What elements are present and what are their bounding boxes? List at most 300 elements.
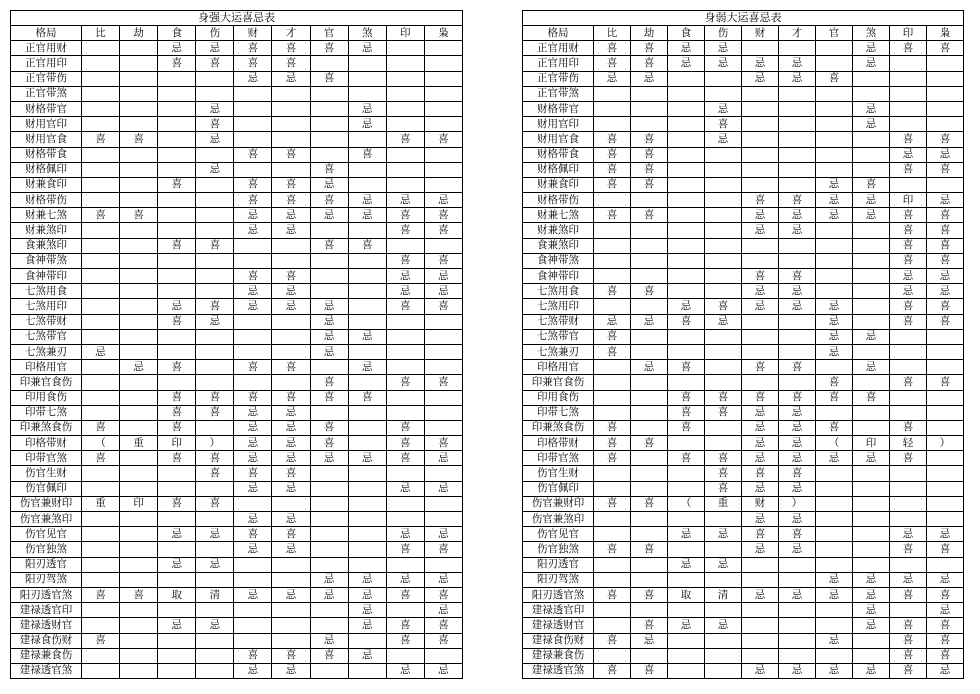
weak-value-cell	[927, 512, 964, 527]
weak-value-cell	[853, 648, 890, 663]
strong-value-cell: 喜	[234, 147, 272, 162]
weak-table-row	[523, 360, 964, 375]
weak-value-cell: 喜	[927, 132, 964, 147]
weak-value-cell	[927, 481, 964, 496]
weak-value-cell	[779, 375, 816, 390]
strong-value-cell	[310, 542, 348, 557]
strong-value-cell	[424, 360, 462, 375]
strong-value-cell	[120, 117, 158, 132]
strong-value-cell: 喜	[82, 633, 120, 648]
strong-pattern-cell: 七煞用印	[11, 299, 82, 314]
strong-value-cell	[82, 41, 120, 56]
weak-value-cell: 忌	[890, 269, 927, 284]
weak-value-cell	[594, 101, 631, 116]
strong-value-cell	[120, 420, 158, 435]
weak-value-cell: 喜	[816, 375, 853, 390]
weak-value-cell	[631, 375, 668, 390]
strong-value-cell: 喜	[386, 253, 424, 268]
weak-value-cell	[816, 238, 853, 253]
weak-value-cell: 喜	[927, 618, 964, 633]
strong-value-cell	[386, 41, 424, 56]
strong-pattern-cell: 财格带官	[11, 101, 82, 116]
weak-value-cell	[927, 451, 964, 466]
weak-value-cell: 忌	[890, 284, 927, 299]
weak-value-cell	[927, 496, 964, 511]
weak-luck-table	[522, 10, 964, 679]
strong-value-cell: 喜	[424, 587, 462, 602]
strong-value-cell	[348, 420, 386, 435]
strong-value-cell	[158, 284, 196, 299]
strong-value-cell	[272, 253, 310, 268]
weak-value-cell: 喜	[594, 208, 631, 223]
strong-value-cell: 忌	[272, 71, 310, 86]
weak-value-cell: 忌	[742, 56, 779, 71]
strong-table-body	[11, 41, 463, 679]
strong-value-cell: 忌	[348, 648, 386, 663]
weak-pattern-cell: 伤官独煞	[523, 542, 594, 557]
strong-table-row	[11, 299, 463, 314]
weak-value-cell: 喜	[631, 132, 668, 147]
weak-value-cell	[779, 344, 816, 359]
strong-value-cell: 喜	[196, 56, 234, 71]
weak-value-cell: 忌	[853, 101, 890, 116]
weak-value-cell: 忌	[816, 314, 853, 329]
weak-value-cell: 忌	[631, 360, 668, 375]
strong-value-cell: 喜	[386, 618, 424, 633]
weak-value-cell	[853, 557, 890, 572]
weak-value-cell	[816, 41, 853, 56]
strong-value-cell	[82, 284, 120, 299]
weak-value-cell	[779, 41, 816, 56]
strong-value-cell	[424, 41, 462, 56]
weak-value-cell	[816, 557, 853, 572]
weak-value-cell: 喜	[779, 466, 816, 481]
strong-value-cell	[310, 147, 348, 162]
strong-value-cell	[120, 542, 158, 557]
strong-value-cell: 忌	[234, 284, 272, 299]
strong-value-cell: 忌	[424, 572, 462, 587]
strong-value-cell: 喜	[272, 193, 310, 208]
weak-value-cell: 忌	[816, 663, 853, 678]
weak-value-cell: 印	[853, 436, 890, 451]
weak-value-cell: 忌	[853, 56, 890, 71]
strong-value-cell	[82, 481, 120, 496]
strong-value-cell	[120, 633, 158, 648]
strong-value-cell	[272, 86, 310, 101]
strong-value-cell	[82, 223, 120, 238]
strong-value-cell: 喜	[82, 451, 120, 466]
weak-value-cell: 忌	[742, 451, 779, 466]
weak-column-header: 格局	[523, 26, 594, 41]
weak-table-body	[523, 41, 964, 679]
strong-table-row	[11, 375, 463, 390]
weak-table-title: 身弱大运喜忌表	[522, 10, 964, 25]
strong-value-cell: 忌	[310, 299, 348, 314]
weak-value-cell	[742, 238, 779, 253]
strong-column-header: 食	[158, 26, 196, 41]
weak-pattern-cell: 印兼官食伤	[523, 375, 594, 390]
weak-value-cell	[668, 375, 705, 390]
weak-pattern-cell: 财兼食印	[523, 177, 594, 192]
weak-table-row	[523, 512, 964, 527]
weak-value-cell: 忌	[927, 603, 964, 618]
weak-value-cell: 喜	[927, 41, 964, 56]
strong-value-cell	[348, 269, 386, 284]
strong-value-cell	[386, 177, 424, 192]
weak-value-cell	[631, 344, 668, 359]
strong-table-row	[11, 269, 463, 284]
strong-value-cell	[272, 633, 310, 648]
weak-value-cell	[890, 390, 927, 405]
strong-value-cell: 喜	[386, 223, 424, 238]
weak-value-cell: 喜	[705, 390, 742, 405]
weak-value-cell	[890, 344, 927, 359]
weak-value-cell	[742, 618, 779, 633]
weak-value-cell	[890, 86, 927, 101]
strong-value-cell	[386, 147, 424, 162]
weak-value-cell	[742, 603, 779, 618]
strong-value-cell	[272, 238, 310, 253]
weak-value-cell: 喜	[594, 663, 631, 678]
weak-value-cell: 忌	[779, 299, 816, 314]
strong-table-row	[11, 177, 463, 192]
strong-value-cell	[310, 496, 348, 511]
strong-value-cell	[120, 269, 158, 284]
weak-value-cell	[816, 269, 853, 284]
strong-value-cell	[234, 253, 272, 268]
strong-value-cell	[272, 314, 310, 329]
weak-value-cell: 忌	[779, 663, 816, 678]
strong-value-cell	[120, 86, 158, 101]
weak-pattern-cell: 财兼煞印	[523, 223, 594, 238]
weak-value-cell: 喜	[742, 360, 779, 375]
strong-value-cell	[120, 572, 158, 587]
weak-pattern-cell: 食神带煞	[523, 253, 594, 268]
weak-value-cell: 喜	[594, 496, 631, 511]
strong-value-cell: 忌	[272, 223, 310, 238]
strong-value-cell: 喜	[196, 405, 234, 420]
weak-value-cell	[816, 405, 853, 420]
strong-value-cell	[386, 238, 424, 253]
weak-value-cell: 喜	[890, 132, 927, 147]
strong-value-cell	[82, 177, 120, 192]
weak-value-cell	[927, 390, 964, 405]
weak-value-cell: 喜	[927, 238, 964, 253]
weak-value-cell	[631, 527, 668, 542]
weak-value-cell	[668, 603, 705, 618]
weak-value-cell: 喜	[927, 314, 964, 329]
strong-value-cell: 忌	[272, 299, 310, 314]
weak-value-cell	[853, 420, 890, 435]
weak-value-cell: 忌	[668, 618, 705, 633]
weak-value-cell	[705, 71, 742, 86]
strong-value-cell	[158, 193, 196, 208]
strong-value-cell	[158, 633, 196, 648]
weak-value-cell: 忌	[594, 71, 631, 86]
strong-value-cell	[386, 390, 424, 405]
weak-value-cell: 喜	[705, 466, 742, 481]
strong-value-cell: 喜	[386, 542, 424, 557]
strong-value-cell: 忌	[158, 41, 196, 56]
strong-value-cell	[272, 329, 310, 344]
weak-value-cell: 忌	[705, 314, 742, 329]
strong-value-cell	[196, 420, 234, 435]
strong-value-cell	[196, 603, 234, 618]
strong-value-cell	[386, 117, 424, 132]
strong-value-cell: 忌	[348, 572, 386, 587]
strong-value-cell	[424, 648, 462, 663]
strong-table-row	[11, 360, 463, 375]
weak-value-cell	[853, 542, 890, 557]
weak-value-cell	[853, 466, 890, 481]
weak-pattern-cell: 财格佩印	[523, 162, 594, 177]
strong-value-cell: 忌	[386, 527, 424, 542]
strong-value-cell	[158, 512, 196, 527]
weak-value-cell	[705, 193, 742, 208]
weak-pattern-cell: 伤官生财	[523, 466, 594, 481]
strong-value-cell: 喜	[234, 56, 272, 71]
strong-value-cell: 喜	[196, 238, 234, 253]
strong-table-row	[11, 587, 463, 602]
strong-value-cell	[120, 618, 158, 633]
weak-value-cell: 忌	[742, 542, 779, 557]
weak-value-cell	[705, 208, 742, 223]
weak-pattern-cell: 七煞用食	[523, 284, 594, 299]
weak-table-row	[523, 223, 964, 238]
strong-value-cell	[386, 86, 424, 101]
strong-pattern-cell: 七煞带财	[11, 314, 82, 329]
weak-value-cell: （	[668, 496, 705, 511]
weak-value-cell: 忌	[779, 284, 816, 299]
weak-value-cell	[742, 162, 779, 177]
weak-value-cell: 忌	[705, 41, 742, 56]
strong-value-cell	[196, 344, 234, 359]
weak-value-cell	[668, 269, 705, 284]
weak-value-cell	[853, 314, 890, 329]
weak-value-cell: 忌	[816, 344, 853, 359]
weak-value-cell: 喜	[853, 390, 890, 405]
weak-value-cell: 喜	[668, 390, 705, 405]
weak-value-cell	[927, 420, 964, 435]
weak-value-cell: 忌	[668, 557, 705, 572]
weak-column-header: 印	[890, 26, 927, 41]
strong-value-cell: 喜	[386, 633, 424, 648]
strong-value-cell	[234, 496, 272, 511]
weak-value-cell: 喜	[816, 420, 853, 435]
strong-value-cell	[120, 405, 158, 420]
strong-value-cell	[386, 344, 424, 359]
strong-value-cell: 喜	[158, 451, 196, 466]
strong-value-cell: 喜	[348, 147, 386, 162]
weak-value-cell: 忌	[742, 481, 779, 496]
strong-pattern-cell: 财格带食	[11, 147, 82, 162]
strong-value-cell	[158, 481, 196, 496]
weak-value-cell	[816, 618, 853, 633]
weak-pattern-cell: 建禄透财官	[523, 618, 594, 633]
strong-value-cell	[310, 101, 348, 116]
strong-value-cell	[158, 101, 196, 116]
weak-value-cell: 忌	[779, 208, 816, 223]
weak-value-cell	[631, 420, 668, 435]
weak-value-cell	[742, 41, 779, 56]
strong-value-cell	[310, 512, 348, 527]
weak-value-cell	[631, 238, 668, 253]
strong-table-row	[11, 512, 463, 527]
strong-value-cell	[234, 329, 272, 344]
weak-table-row	[523, 542, 964, 557]
strong-value-cell: 取	[158, 587, 196, 602]
strong-value-cell	[272, 603, 310, 618]
weak-value-cell: 忌	[742, 420, 779, 435]
strong-value-cell	[120, 390, 158, 405]
weak-value-cell: 喜	[594, 41, 631, 56]
weak-value-cell: 忌	[631, 314, 668, 329]
weak-value-cell: 忌	[668, 527, 705, 542]
strong-value-cell: 喜	[82, 132, 120, 147]
strong-table-row	[11, 117, 463, 132]
strong-value-cell	[158, 132, 196, 147]
weak-value-cell: 忌	[853, 587, 890, 602]
weak-value-cell	[816, 253, 853, 268]
strong-value-cell: 喜	[196, 299, 234, 314]
strong-value-cell: 忌	[158, 557, 196, 572]
strong-value-cell	[82, 542, 120, 557]
strong-value-cell	[82, 405, 120, 420]
weak-value-cell: 忌	[890, 527, 927, 542]
weak-pattern-cell: 建禄食伤财	[523, 633, 594, 648]
weak-value-cell: 喜	[742, 466, 779, 481]
weak-pattern-cell: 财格带伤	[523, 193, 594, 208]
weak-value-cell: 喜	[705, 405, 742, 420]
weak-value-cell	[668, 663, 705, 678]
strong-pattern-cell: 财兼七煞	[11, 208, 82, 223]
strong-value-cell: 喜	[158, 390, 196, 405]
weak-value-cell	[742, 314, 779, 329]
strong-value-cell	[310, 663, 348, 678]
weak-value-cell	[779, 177, 816, 192]
strong-pattern-cell: 财格带伤	[11, 193, 82, 208]
strong-value-cell: 忌	[348, 41, 386, 56]
weak-value-cell	[816, 512, 853, 527]
weak-value-cell: 喜	[668, 360, 705, 375]
weak-pattern-cell: 正官带煞	[523, 86, 594, 101]
weak-value-cell	[668, 329, 705, 344]
strong-value-cell	[310, 86, 348, 101]
strong-value-cell	[120, 603, 158, 618]
weak-value-cell	[705, 603, 742, 618]
weak-value-cell	[853, 512, 890, 527]
strong-table-row	[11, 557, 463, 572]
strong-value-cell: 喜	[386, 587, 424, 602]
weak-value-cell: 忌	[779, 587, 816, 602]
weak-value-cell: 忌	[779, 223, 816, 238]
strong-value-cell: 喜	[310, 436, 348, 451]
strong-value-cell	[234, 375, 272, 390]
strong-value-cell: 喜	[424, 208, 462, 223]
weak-value-cell	[594, 269, 631, 284]
strong-value-cell: 忌	[120, 360, 158, 375]
weak-table-row	[523, 572, 964, 587]
weak-value-cell	[853, 405, 890, 420]
weak-value-cell	[853, 238, 890, 253]
strong-value-cell	[310, 618, 348, 633]
strong-value-cell: 忌	[272, 284, 310, 299]
weak-pattern-cell: 印带官煞	[523, 451, 594, 466]
strong-value-cell	[82, 360, 120, 375]
strong-value-cell	[82, 238, 120, 253]
strong-value-cell	[386, 512, 424, 527]
strong-value-cell: ）	[196, 436, 234, 451]
strong-value-cell: 忌	[310, 329, 348, 344]
weak-value-cell: 喜	[927, 253, 964, 268]
weak-value-cell	[705, 663, 742, 678]
weak-value-cell: 喜	[594, 56, 631, 71]
strong-table-row	[11, 436, 463, 451]
strong-value-cell: 忌	[272, 481, 310, 496]
strong-value-cell	[158, 223, 196, 238]
strong-value-cell	[158, 147, 196, 162]
weak-value-cell: 喜	[779, 390, 816, 405]
weak-value-cell	[668, 542, 705, 557]
weak-value-cell: 忌	[742, 436, 779, 451]
strong-value-cell: 忌	[234, 481, 272, 496]
weak-value-cell: 忌	[742, 223, 779, 238]
strong-value-cell: 喜	[386, 299, 424, 314]
strong-pattern-cell: 伤官佩印	[11, 481, 82, 496]
strong-value-cell: 喜	[120, 132, 158, 147]
strong-value-cell	[120, 284, 158, 299]
strong-pattern-cell: 伤官见官	[11, 527, 82, 542]
weak-value-cell	[816, 162, 853, 177]
weak-table-row	[523, 329, 964, 344]
weak-table-row	[523, 496, 964, 511]
weak-value-cell	[668, 481, 705, 496]
strong-value-cell	[158, 117, 196, 132]
strong-value-cell: 喜	[272, 466, 310, 481]
strong-value-cell: 喜	[386, 208, 424, 223]
strong-value-cell: 忌	[234, 587, 272, 602]
weak-value-cell	[927, 329, 964, 344]
strong-pattern-cell: 七煞用食	[11, 284, 82, 299]
strong-value-cell	[196, 269, 234, 284]
weak-value-cell	[853, 162, 890, 177]
weak-value-cell: 取	[668, 587, 705, 602]
weak-value-cell: 喜	[890, 542, 927, 557]
strong-value-cell: 喜	[234, 41, 272, 56]
weak-value-cell: 喜	[816, 71, 853, 86]
strong-value-cell	[386, 162, 424, 177]
weak-value-cell	[705, 633, 742, 648]
strong-column-header: 格局	[11, 26, 82, 41]
weak-pattern-cell: 建禄兼食伤	[523, 648, 594, 663]
strong-table-title: 身强大运喜忌表	[10, 10, 463, 25]
strong-value-cell	[310, 253, 348, 268]
weak-value-cell: 喜	[890, 314, 927, 329]
weak-table-row	[523, 193, 964, 208]
strong-value-cell	[386, 603, 424, 618]
weak-value-cell	[668, 162, 705, 177]
strong-value-cell	[82, 375, 120, 390]
strong-value-cell	[120, 375, 158, 390]
weak-value-cell: 喜	[927, 223, 964, 238]
weak-value-cell	[668, 253, 705, 268]
strong-pattern-cell: 阳刃透官	[11, 557, 82, 572]
weak-value-cell: 忌	[779, 542, 816, 557]
weak-table-row	[523, 162, 964, 177]
strong-value-cell: 喜	[234, 390, 272, 405]
strong-value-cell	[120, 329, 158, 344]
strong-column-header: 财	[234, 26, 272, 41]
